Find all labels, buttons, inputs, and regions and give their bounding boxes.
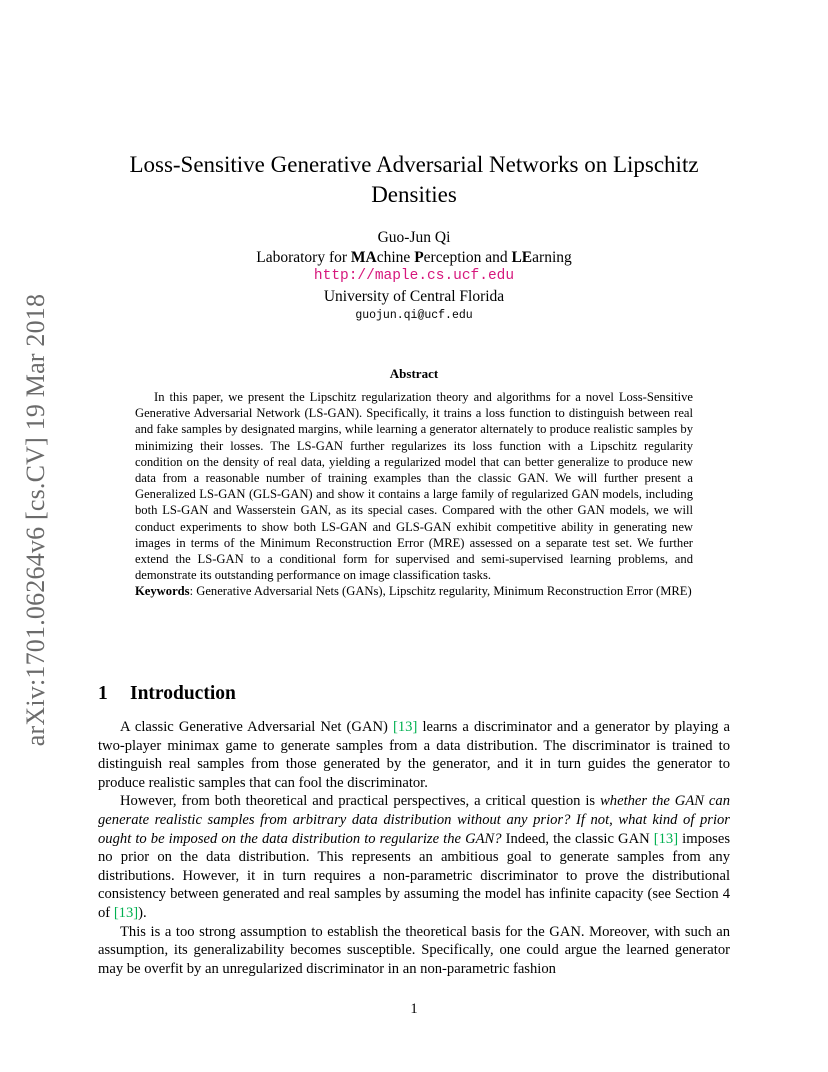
paragraph-2-text-c: imposes no prior on the data distribution. This represents an ambitious goal to generate samples from any distributions. However, it in turn requires a non-parametric discriminator to prove the distributional consistency between generated and real samples by assuming the model has infinite capacity (see Section 4 of bbox=[98, 830, 731, 921]
section-number: 1 bbox=[98, 683, 108, 704]
lab-text-2: chine bbox=[376, 248, 415, 266]
lab-text-3: erception and bbox=[423, 248, 512, 266]
author-block bbox=[100, 228, 728, 326]
paragraph-2-text-b: Indeed, the classic GAN bbox=[501, 830, 654, 847]
paragraph-2-question: whether the GAN can generate realistic samples from arbitrary data distribution without any prior? If not, what kind of prior ought to be imposed on the data distribution to regularize the GAN? bbox=[98, 793, 730, 847]
keywords-label: Keywords bbox=[135, 584, 190, 599]
lab-text-4: arning bbox=[532, 248, 572, 266]
section-title: Introduction bbox=[130, 683, 236, 704]
abstract-text: In this paper, we present the Lipschitz regularization theory and algorithms for a novel Loss-Sensitive Generative Adversarial Network (LS-GAN). Specifically, it trains a loss function to distinguish between real and fake samples by designated margins, while learning a generator alternately to produce realistic samples by minimizing their losses. The LS-GAN further regularizes its loss function with a Lipschitz regularity condition on the density of real data, yielding a regularized model that can better generalize to produce new data from a reasonable number of training examples than the classic GAN. We will further present a Generalized LS-GAN (GLS-GAN) and show it contains a large family of regularized GAN models, including both LS-GAN and Wasserstein GAN, as its special cases. Compared with the other GAN models, we will conduct experiments to show both LS-GAN and GLS-GAN exhibit competitive ability in generating new images in terms of the Minimum Reconstruction Error (MRE) assessed on a separate test set. We further extend the LS-GAN to a conditional form for supervised and semi-supervised learning problems, and demonstrate its outstanding performance on image classification tasks. bbox=[135, 390, 693, 583]
lab-url-link[interactable]: http://maple.cs.ucf.edu bbox=[313, 268, 515, 284]
paragraph-1 bbox=[98, 718, 730, 792]
citation-link[interactable]: [13] bbox=[653, 830, 679, 847]
lab-bold-2: P bbox=[414, 248, 424, 266]
author-name: Guo-Jun Qi bbox=[377, 229, 451, 246]
arxiv-identifier: arXiv:1701.06264v6 [cs.CV] 19 Mar 2018 bbox=[21, 293, 50, 747]
title-line-1: Loss-Sensitive Generative Adversarial Networks on Lipschitz bbox=[129, 152, 699, 177]
title-line-2: Densities bbox=[371, 182, 457, 207]
citation-link[interactable]: [13] bbox=[393, 719, 418, 735]
paragraph-1-text-b: learns a discriminator and a generator by playing a two-player minimax game to generate samples from a data distribution. The discriminator is trained to distinguish real samples from those generated by the generator, and it in turn guides the generator to produce realistic samples that can fool the discriminator. bbox=[98, 719, 730, 791]
abstract-body bbox=[135, 389, 693, 600]
lab-name bbox=[100, 248, 728, 268]
keywords bbox=[135, 583, 693, 599]
arxiv-sidebar-stamp bbox=[16, 280, 56, 760]
abstract-heading: Abstract bbox=[389, 366, 439, 381]
citation-link[interactable]: [13] bbox=[113, 904, 139, 921]
lab-bold-3: LE bbox=[511, 248, 533, 266]
affiliation: University of Central Florida bbox=[323, 287, 505, 305]
keywords-list: : Generative Adversarial Nets (GANs), Lipschitz regularity, Minimum Reconstruction Error (MRE) bbox=[189, 584, 692, 599]
paper-title bbox=[100, 150, 728, 210]
section-heading bbox=[98, 683, 236, 705]
lab-bold-1: MA bbox=[350, 248, 377, 266]
paragraph-3: This is a too strong assumption to establish the theoretical basis for the GAN. Moreover, with such an assumption, its generalizability becomes susceptible. Specifically, one could argue the learned generator may be overfit by an unregularized discriminator in an non-parametric fashion bbox=[98, 923, 730, 977]
author-email: guojun.qi@ucf.edu bbox=[355, 309, 473, 322]
paragraph-2-text-d: ). bbox=[138, 904, 147, 921]
paragraph-2 bbox=[98, 792, 730, 922]
paragraph-2-text-a: However, from both theoretical and practical perspectives, a critical question is bbox=[120, 793, 601, 810]
paragraph-1-text-a: A classic Generative Adversarial Net (GAN) bbox=[120, 719, 394, 735]
page-number: 1 bbox=[410, 1001, 418, 1017]
section-body bbox=[98, 718, 730, 978]
lab-text-1: Laboratory for bbox=[256, 248, 351, 266]
